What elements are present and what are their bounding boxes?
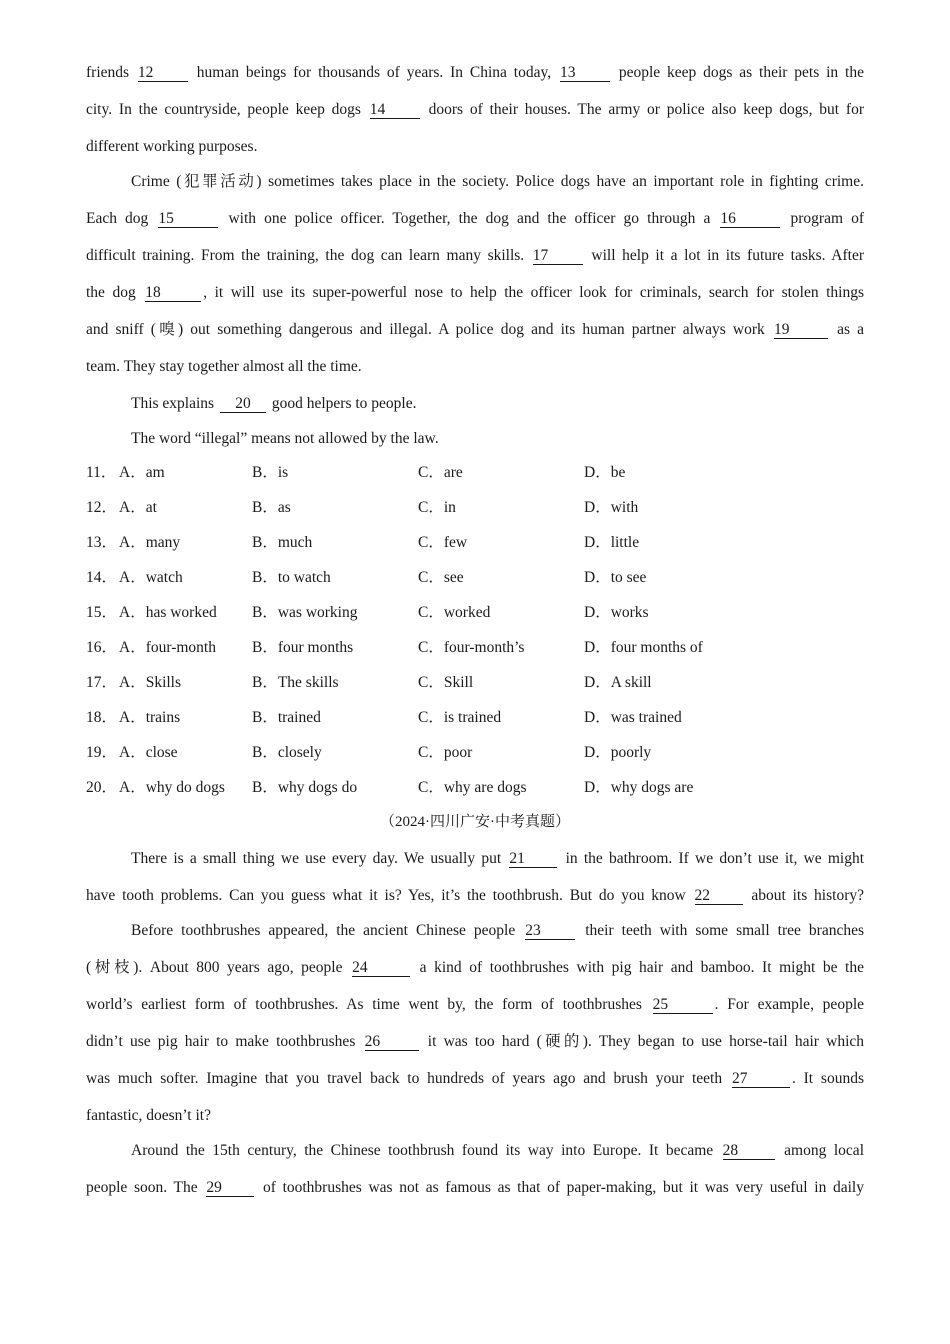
blank-23: 23 xyxy=(525,922,575,940)
blank-12: 12 xyxy=(138,64,188,82)
option-c: C．poor xyxy=(418,744,473,761)
option-a: A．has worked xyxy=(119,604,217,621)
blank-21: 21 xyxy=(509,850,557,868)
blank-24: 24 xyxy=(352,959,410,977)
option-a: A．close xyxy=(119,744,178,761)
option-a: A．at xyxy=(119,499,157,516)
option-d: D．be xyxy=(584,464,626,481)
option-d: D．poorly xyxy=(584,744,652,761)
option-b: B．The skills xyxy=(252,674,339,691)
question-row-13: 13． A．many B．much C．few D．little xyxy=(86,525,864,560)
option-b: B．is xyxy=(252,464,289,481)
option-c: C．in xyxy=(418,499,456,516)
passage1-line-2: city. In the countryside, people keep dogs 14 doors of their houses. The army or police also keep dogs, but for xyxy=(86,101,864,118)
passage2-line-1: There is a small thing we use every day. We usually put 21 in the bathroom. If we don’t use it, we might xyxy=(131,850,865,867)
blank-17: 17 xyxy=(533,247,583,265)
option-d: D．works xyxy=(584,604,649,621)
passage1-line-9: team. They stay together almost all the time. xyxy=(86,358,362,375)
option-b: B．why dogs do xyxy=(252,779,358,796)
blank-22: 22 xyxy=(695,887,743,905)
question-row-15: 15． A．has worked B．was working C．worked D．works xyxy=(86,595,864,630)
blank-28: 28 xyxy=(723,1142,775,1160)
option-c: C．are xyxy=(418,464,463,481)
passage2-line-3: Before toothbrushes appeared, the ancient Chinese people 23 their teeth with some small tree branches xyxy=(131,922,864,939)
option-a: A．am xyxy=(119,464,165,481)
question-row-11: 11． A．am B．is C．are D．be xyxy=(86,455,864,490)
option-a: A．many xyxy=(119,534,181,551)
option-c: C．why are dogs xyxy=(418,779,527,796)
passage1-line-1: friends 12 human beings for thousands of years. In China today, 13 people keep dogs as their pets in the xyxy=(86,64,864,81)
question-row-12: 12． A．at B．as C．in D．with xyxy=(86,490,864,525)
option-d: D．four months of xyxy=(584,639,703,656)
option-a: A．four-month xyxy=(119,639,216,656)
blank-25: 25 xyxy=(653,996,713,1014)
option-c: C．Skill xyxy=(418,674,474,691)
option-c: C．see xyxy=(418,569,464,586)
option-a: A．Skills xyxy=(119,674,182,691)
option-b: B．trained xyxy=(252,709,321,726)
blank-15: 15 xyxy=(158,210,218,228)
passage1-line-4: Crime (犯罪活动) sometimes takes place in the society. Police dogs have an important role in fighting crime. xyxy=(131,173,864,190)
option-c: C．worked xyxy=(418,604,491,621)
option-d: D．why dogs are xyxy=(584,779,694,796)
question-row-16: 16． A．four-month B．four months C．four-month’s D．four months of xyxy=(86,630,864,665)
passage2-line-6: didn’t use pig hair to make toothbrushes 26 it was too hard (硬的). They began to use horse-tail hair which xyxy=(86,1033,865,1050)
option-c: C．few xyxy=(418,534,468,551)
passage2-line-8: fantastic, doesn’t it? xyxy=(86,1107,211,1124)
passage2-line-2: have tooth problems. Can you guess what it is? Yes, it’s the toothbrush. But do you know 22 about its history? xyxy=(86,887,864,904)
option-b: B．to watch xyxy=(252,569,331,586)
option-b: B．was working xyxy=(252,604,358,621)
passage2-line-7: was much softer. Imagine that you travel back to hundreds of years ago and brush your teeth 27 . It sounds xyxy=(86,1070,864,1087)
passage1-line-5: Each dog 15 with one police officer. Together, the dog and the officer go through a 16 program of xyxy=(86,210,864,227)
passage1-line-8: and sniff (嗅) out something dangerous and illegal. A police dog and its human partner always work 19 as a xyxy=(86,321,865,338)
option-d: D．was trained xyxy=(584,709,682,726)
question-row-18: 18． A．trains B．trained C．is trained D．was trained xyxy=(86,700,864,735)
passage2-line-10: people soon. The 29 of toothbrushes was not as famous as that of paper-making, but it was very useful in daily xyxy=(86,1179,864,1196)
passage1-line-11: The word “illegal” means not allowed by the law. xyxy=(131,430,439,447)
blank-16: 16 xyxy=(720,210,780,228)
option-a: A．trains xyxy=(119,709,181,726)
option-d: D．A skill xyxy=(584,674,652,691)
blank-29: 29 xyxy=(206,1179,254,1197)
option-b: B．much xyxy=(252,534,313,551)
option-b: B．as xyxy=(252,499,291,516)
question-row-19: 19． A．close B．closely C．poor D．poorly xyxy=(86,735,864,770)
source-label: （2024·四川广安·中考真题） xyxy=(380,814,570,830)
option-d: D．little xyxy=(584,534,640,551)
question-row-17: 17． A．Skills B．The skills C．Skill D．A skill xyxy=(86,665,864,700)
passage1-line-3: different working purposes. xyxy=(86,138,258,155)
blank-19: 19 xyxy=(774,321,828,339)
passage1-line-10: This explains 20 good helpers to people. xyxy=(131,395,417,412)
option-a: A．watch xyxy=(119,569,183,586)
option-b: B．four months xyxy=(252,639,354,656)
passage1-line-7: the dog 18 , it will use its super-powerful nose to help the officer look for criminals, search for stolen things xyxy=(86,284,864,301)
blank-20: 20 xyxy=(220,395,266,413)
blank-13: 13 xyxy=(560,64,610,82)
blank-26: 26 xyxy=(365,1033,419,1051)
option-a: A．why do dogs xyxy=(119,779,225,796)
question-row-20: 20． A．why do dogs B．why dogs do C．why are dogs D．why dogs are xyxy=(86,770,864,805)
passage2-line-4: (树枝). About 800 years ago, people 24 a kind of toothbrushes with pig hair and bamboo. It might be the xyxy=(86,959,864,976)
blank-27: 27 xyxy=(732,1070,790,1088)
option-c: C．four-month’s xyxy=(418,639,525,656)
option-b: B．closely xyxy=(252,744,322,761)
blank-14: 14 xyxy=(370,101,420,119)
question-row-14: 14． A．watch B．to watch C．see D．to see xyxy=(86,560,864,595)
passage2-line-9: Around the 15th century, the Chinese toothbrush found its way into Europe. It became 28 among local xyxy=(131,1142,864,1159)
option-c: C．is trained xyxy=(418,709,502,726)
option-d: D．with xyxy=(584,499,639,516)
blank-18: 18 xyxy=(145,284,201,302)
option-d: D．to see xyxy=(584,569,647,586)
passage1-line-6: difficult training. From the training, the dog can learn many skills. 17 will help it a lot in its future tasks. After xyxy=(86,247,865,264)
passage2-line-5: world’s earliest form of toothbrushes. As time went by, the form of toothbrushes 25 . For example, people xyxy=(86,996,865,1013)
